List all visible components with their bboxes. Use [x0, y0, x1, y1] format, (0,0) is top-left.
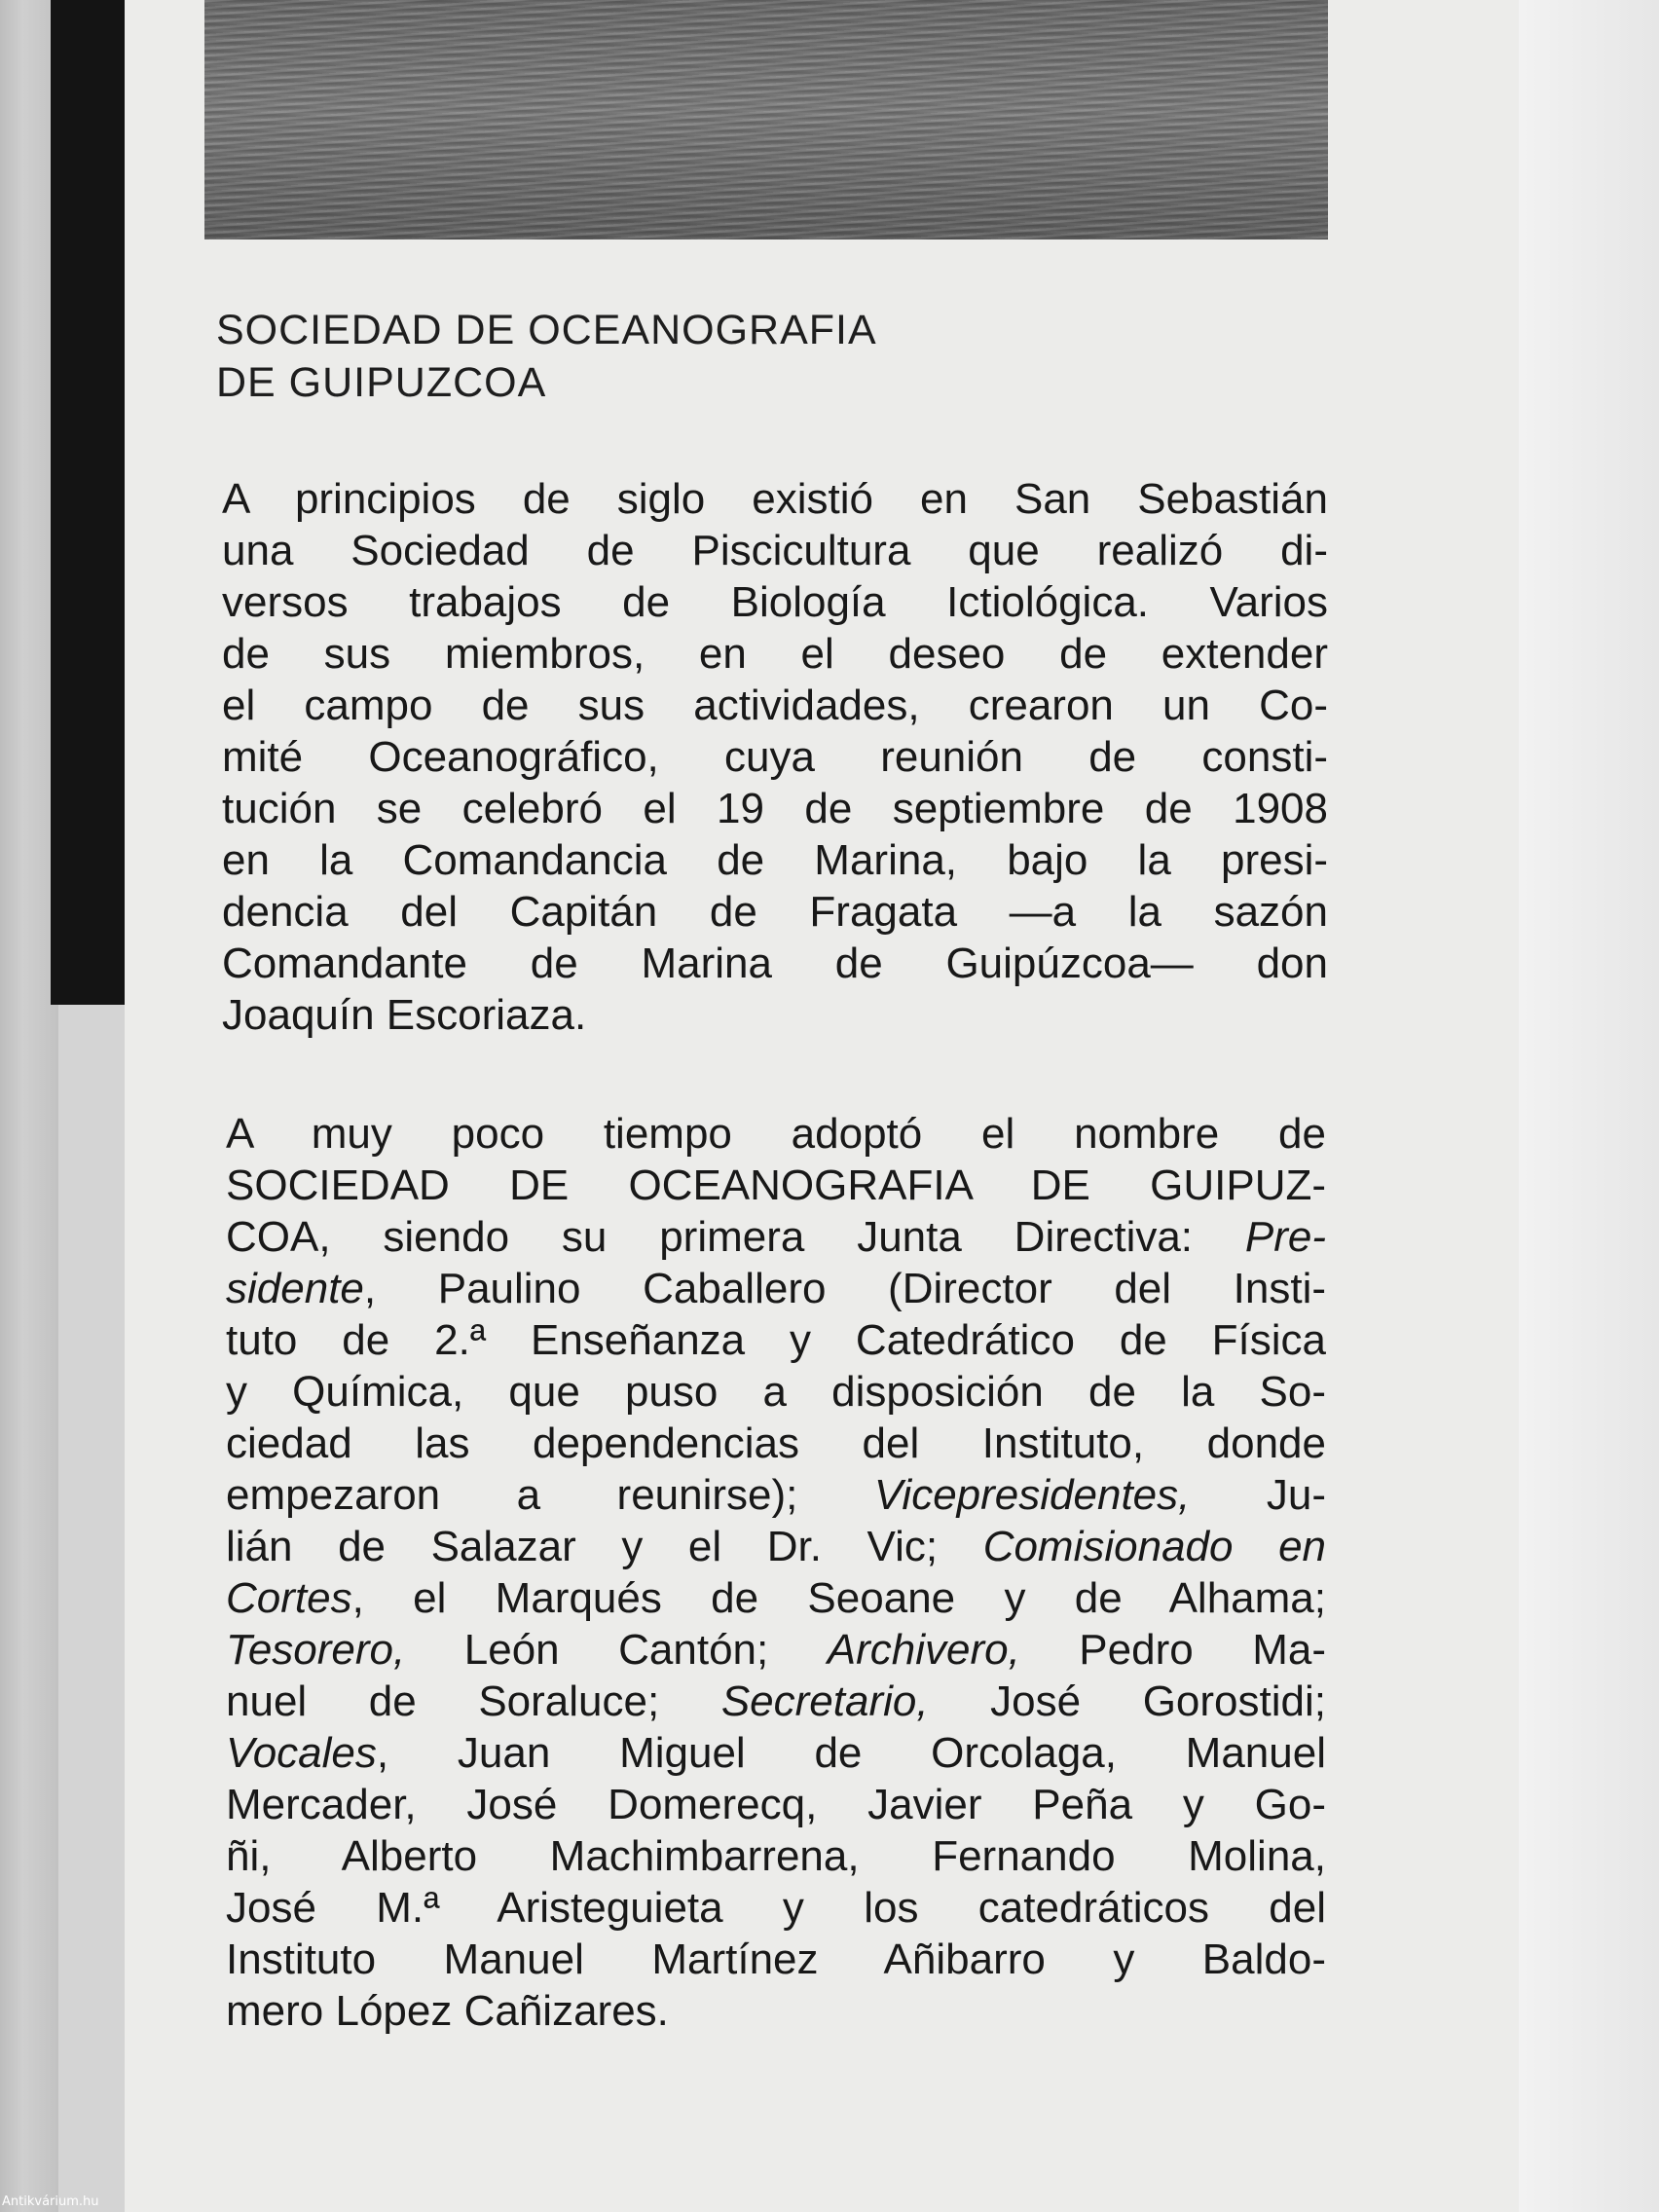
- text-line: Joaquín Escoriaza.: [222, 991, 587, 1039]
- role-label: Cortes: [226, 1574, 352, 1622]
- paragraph-2: [226, 1108, 1326, 2037]
- page-margin-right: [1519, 0, 1659, 2212]
- text-line: una Sociedad de Piscicultura que realizó di-: [222, 527, 1328, 574]
- role-label: Vocales: [226, 1729, 377, 1777]
- text-run: , el Marqués de Seoane y de Alhama;: [351, 1574, 1326, 1622]
- role-label: Pre-: [1244, 1213, 1326, 1261]
- text-line: y Química, que puso a disposición de la So-: [226, 1368, 1326, 1416]
- text-run: COA, siendo su primera Junta Directiva:: [226, 1213, 1245, 1261]
- role-label: Vicepresidentes,: [873, 1471, 1191, 1519]
- text-line: [226, 1211, 1326, 1263]
- text-line: Comandante de Marina de Guipúzcoa— don: [222, 940, 1328, 987]
- page-title: [216, 304, 1190, 409]
- text-line: ciedad las dependencias del Instituto, donde: [226, 1419, 1326, 1467]
- text-line: mero López Cañizares.: [226, 1987, 669, 2035]
- binding-shadow: [51, 0, 125, 1005]
- text-run: , Paulino Caballero (Director del Insti-: [363, 1265, 1326, 1312]
- text-line: tuto de 2.ª Enseñanza y Catedrático de Física: [226, 1316, 1326, 1364]
- text-run: , Juan Miguel de Orcolaga, Manuel: [376, 1729, 1326, 1777]
- text-line: [226, 1469, 1326, 1521]
- text-line: [226, 1521, 1326, 1572]
- text-run: lián de Salazar y el Dr. Vic;: [226, 1523, 983, 1570]
- text-line: tución se celebró el 19 de septiembre de 1908: [222, 785, 1328, 832]
- role-label: Secretario,: [720, 1677, 929, 1725]
- text-run: Pedro Ma-: [1019, 1626, 1326, 1674]
- text-line: A principios de siglo existió en San Sebastián: [222, 475, 1328, 523]
- text-line: en la Comandancia de Marina, bajo la presi-: [222, 836, 1328, 884]
- text-line: [226, 1676, 1326, 1727]
- text-run: José Gorostidi;: [928, 1677, 1327, 1725]
- text-line: SOCIEDAD DE OCEANOGRAFIA DE GUIPUZ-: [226, 1161, 1326, 1209]
- text-line: mité Oceanográfico, cuya reunión de consti-: [222, 733, 1328, 781]
- text-run: nuel de Soraluce;: [226, 1677, 721, 1725]
- role-label: Comisionado en: [982, 1523, 1327, 1570]
- text-line: José M.ª Aristeguieta y los catedráticos del: [226, 1884, 1326, 1932]
- role-label: sidente: [226, 1265, 364, 1312]
- text-line: Instituto Manuel Martínez Añibarro y Baldo-: [226, 1936, 1326, 1983]
- text-line: [226, 1572, 1326, 1624]
- title-line-2: DE GUIPUZCOA: [216, 359, 547, 406]
- text-line: dencia del Capitán de Fragata —a la sazón: [222, 888, 1328, 936]
- text-line: Mercader, José Domerecq, Javier Peña y Go-: [226, 1781, 1326, 1828]
- text-line: [226, 1727, 1326, 1779]
- text-line: [226, 1263, 1326, 1314]
- role-label: Tesorero,: [226, 1626, 406, 1674]
- site-watermark: Antikvárium.hu: [2, 2194, 99, 2209]
- text-line: [226, 1624, 1326, 1676]
- adjacent-page-edge: [0, 0, 58, 2212]
- text-line: A muy poco tiempo adoptó el nombre de: [226, 1110, 1326, 1158]
- text-run: empezaron a reunirse);: [226, 1471, 874, 1519]
- sea-photograph: [204, 0, 1328, 240]
- role-label: Archivero,: [827, 1626, 1020, 1674]
- text-run: León Cantón;: [405, 1626, 828, 1674]
- text-line: versos trabajos de Biología Ictiológica. Varios: [222, 578, 1328, 626]
- paragraph-1: [222, 473, 1328, 1041]
- title-line-1: SOCIEDAD DE OCEANOGRAFIA: [216, 307, 877, 353]
- text-line: de sus miembros, en el deseo de extender: [222, 630, 1328, 678]
- text-line: ñi, Alberto Machimbarrena, Fernando Molina,: [226, 1832, 1326, 1880]
- text-line: el campo de sus actividades, crearon un Co-: [222, 682, 1328, 729]
- text-run: Ju-: [1190, 1471, 1326, 1519]
